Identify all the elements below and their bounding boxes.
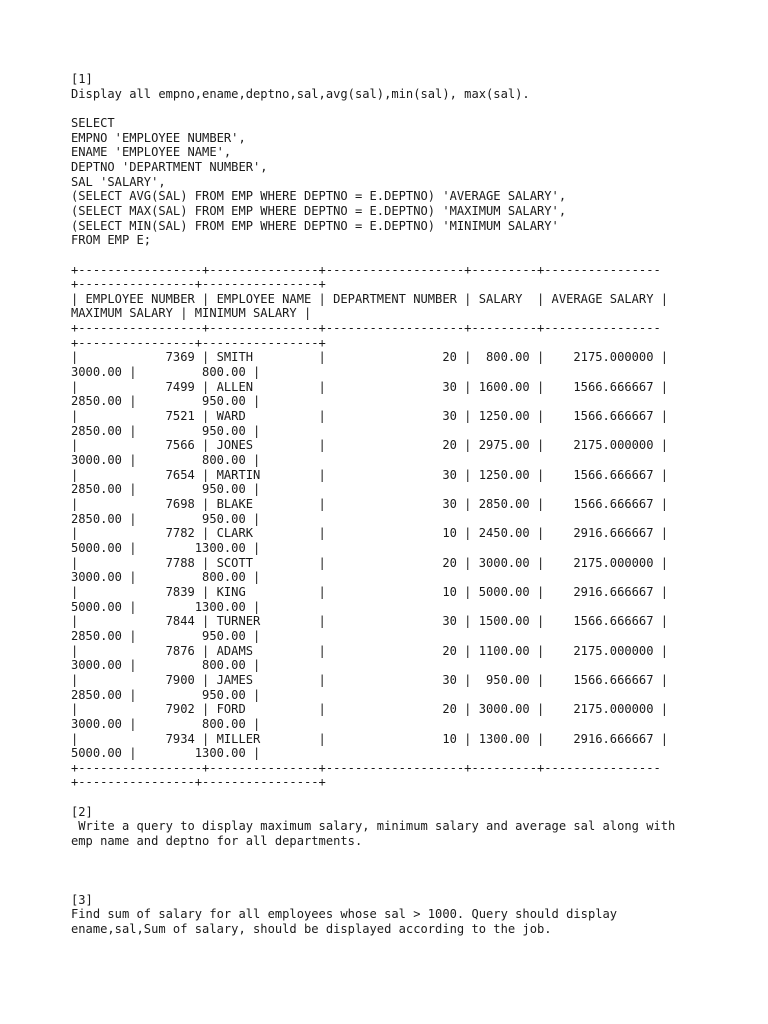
question-1 [71, 72, 761, 790]
result-table-line: | 7698 | BLAKE | 30 | 2850.00 | 1566.666667 | [71, 497, 669, 511]
sql-line: ENAME 'EMPLOYEE NAME', [71, 145, 232, 160]
result-table-line: | EMPLOYEE NUMBER | EMPLOYEE NAME | DEPARTMENT NUMBER | SALARY | AVERAGE SALARY | [71, 291, 669, 306]
question-3 [71, 893, 761, 937]
result-table-line: 5000.00 | 1300.00 | [71, 746, 261, 761]
result-table-line: | 7499 | ALLEN | 30 | 1600.00 | 1566.666667 | [71, 379, 669, 394]
query-result-table [71, 263, 761, 791]
sql-line: DEPTNO 'DEPARTMENT NUMBER', [71, 159, 268, 174]
result-table-line: 2850.00 | 950.00 | [71, 687, 261, 702]
question-number: [2] [71, 804, 93, 819]
result-table-line: | 7782 | CLARK | 10 | 2450.00 | 2916.666667 | [71, 526, 669, 541]
result-table-line: 3000.00 | 800.00 | [71, 658, 261, 673]
question-text-line: emp name and deptno for all departments. [71, 834, 363, 849]
result-table-line: 2850.00 | 950.00 | [71, 482, 261, 497]
sql-query-block [71, 116, 761, 248]
result-table-line: +-----------------+---------------+-------------------+---------+---------------- [71, 262, 661, 277]
result-table-line: 2850.00 | 950.00 | [71, 394, 261, 409]
result-table-line: MAXIMUM SALARY | MINIMUM SALARY | [71, 306, 312, 321]
result-table-line: 3000.00 | 800.00 | [71, 716, 261, 731]
result-table-line: | 7844 | TURNER | 30 | 1500.00 | 1566.666667 | [71, 614, 669, 629]
result-table-line: | 7521 | WARD | 30 | 1250.00 | 1566.666667 | [71, 409, 669, 424]
result-table-line: +----------------+----------------+ [71, 775, 326, 790]
result-table-line: 3000.00 | 800.00 | [71, 453, 261, 468]
sql-line: FROM EMP E; [71, 233, 152, 248]
question-text-line: ename,sal,Sum of salary, should be displayed according to the job. [71, 921, 552, 936]
result-table-line: | 7654 | MARTIN | 30 | 1250.00 | 1566.666667 | [71, 467, 669, 482]
question-2 [71, 805, 761, 849]
result-table-line: | 7369 | SMITH | 20 | 800.00 | 2175.000000 | [71, 350, 669, 365]
result-table-line: | 7900 | JAMES | 30 | 950.00 | 1566.666667 | [71, 672, 669, 687]
result-table-line: 5000.00 | 1300.00 | [71, 540, 261, 555]
result-table-line: 3000.00 | 800.00 | [71, 570, 261, 585]
result-table-line: +----------------+----------------+ [71, 277, 326, 292]
result-table-line: 3000.00 | 800.00 | [71, 365, 261, 380]
result-table-line: 2850.00 | 950.00 | [71, 628, 261, 643]
document-page [71, 72, 761, 937]
question-number: [1] [71, 72, 93, 86]
sql-line: (SELECT AVG(SAL) FROM EMP WHERE DEPTNO = E.DEPTNO) 'AVERAGE SALARY', [71, 189, 567, 204]
result-table-line: | 7788 | SCOTT | 20 | 3000.00 | 2175.000000 | [71, 555, 669, 570]
result-table-line: 2850.00 | 950.00 | [71, 511, 261, 526]
result-table-line: | 7934 | MILLER | 10 | 1300.00 | 2916.666667 | [71, 731, 669, 746]
question-text: Display all empno,ename,deptno,sal,avg(sal),min(sal), max(sal). [71, 86, 530, 101]
result-table-line: | 7839 | KING | 10 | 5000.00 | 2916.666667 | [71, 584, 669, 599]
question-text-line: Find sum of salary for all employees whose sal > 1000. Query should display [71, 907, 618, 922]
result-table-line: +----------------+----------------+ [71, 335, 326, 350]
sql-line: SAL 'SALARY', [71, 174, 166, 189]
sql-line: (SELECT MIN(SAL) FROM EMP WHERE DEPTNO = E.DEPTNO) 'MINIMUM SALARY' [71, 218, 559, 233]
question-number: [3] [71, 892, 93, 907]
result-table-line: +-----------------+---------------+-------------------+---------+---------------- [71, 760, 661, 775]
result-table-line: | 7902 | FORD | 20 | 3000.00 | 2175.000000 | [71, 702, 669, 717]
result-table-line: 5000.00 | 1300.00 | [71, 599, 261, 614]
result-table-line: | 7566 | JONES | 20 | 2975.00 | 2175.000000 | [71, 438, 669, 453]
sql-line: EMPNO 'EMPLOYEE NUMBER', [71, 130, 246, 145]
question-text-line: Write a query to display maximum salary, minimum salary and average sal along with [71, 819, 676, 834]
sql-line: (SELECT MAX(SAL) FROM EMP WHERE DEPTNO = E.DEPTNO) 'MAXIMUM SALARY', [71, 203, 567, 218]
result-table-line: | 7876 | ADAMS | 20 | 1100.00 | 2175.000000 | [71, 643, 669, 658]
result-table-line: +-----------------+---------------+-------------------+---------+---------------- [71, 321, 661, 336]
result-table-line: 2850.00 | 950.00 | [71, 423, 261, 438]
sql-line: SELECT [71, 115, 115, 130]
